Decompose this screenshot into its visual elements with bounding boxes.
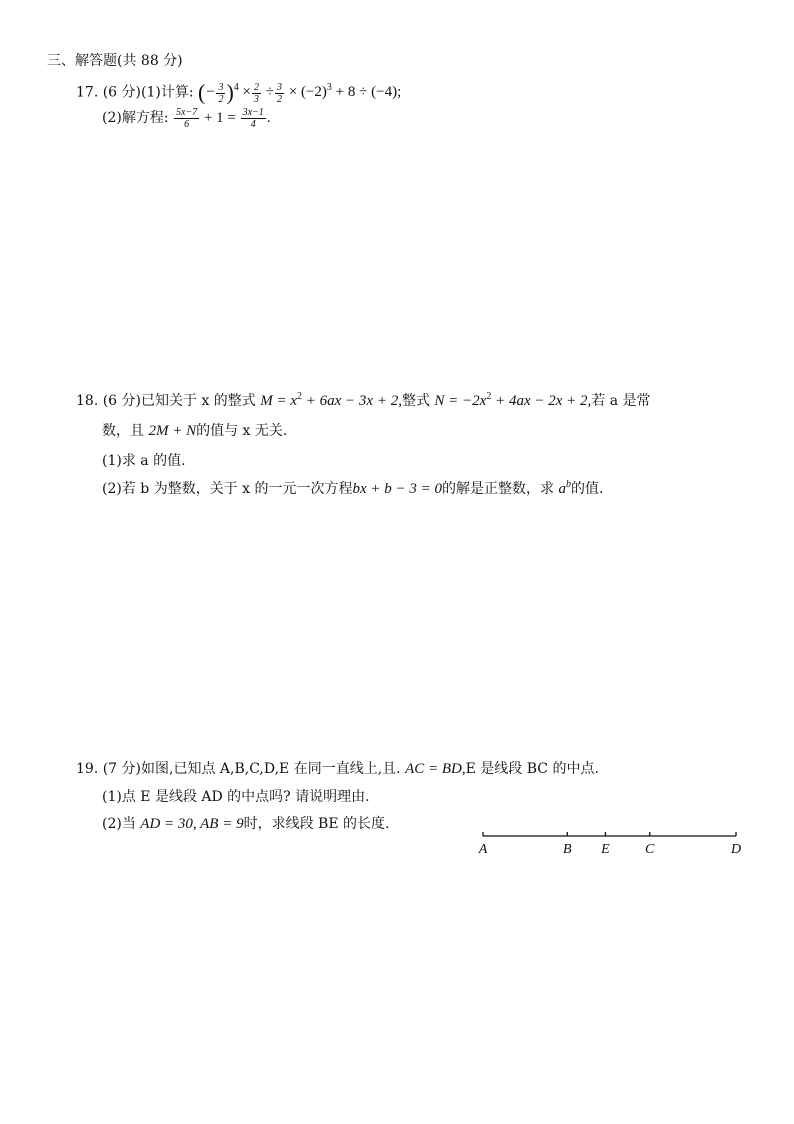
q17-calc-expression: (− $\frac{3}{2}$ )$^4$ × $\frac{2}{3}$ ÷ $\frac{3}{2}$ × $(-2)^3 + 8 \div (-4)$;	[198, 80, 402, 105]
q19-part2-text-b: 时，求线段 BE 的长度.	[243, 816, 390, 832]
line-segment-figure	[470, 826, 760, 860]
q17-line2	[102, 107, 271, 130]
q19-part2-text-a: (2)当	[102, 816, 136, 832]
point-label-d: D	[730, 842, 742, 857]
q18-text-b: 整式	[401, 393, 430, 409]
q18-line1	[76, 390, 651, 410]
q18-part2-pow: $a^b$	[558, 479, 571, 497]
q19-part1: (1)点 E 是线段 AD 的中点吗? 请说明理由.	[102, 789, 370, 805]
q17-line1	[76, 80, 401, 106]
q18-part2-text-a: (2)若 b 为整数，关于 x 的一元一次方程	[102, 481, 353, 497]
q19-eq: AC = BD,	[405, 761, 466, 777]
q19-number: 19.	[76, 761, 99, 777]
q18-part2-eq: bx + b − 3 = 0	[352, 481, 443, 497]
section-title: 三、解答题(共 88 分)	[47, 53, 183, 69]
q18-number: 18.	[76, 393, 99, 409]
q18-expr-m: $M = x^2 + 6ax - 3x + 2$,	[260, 391, 402, 409]
q18-text-c: 若 a 是常	[591, 393, 651, 409]
q18-expr-n: $N = -2x^2 + 4ax - 2x + 2$,	[434, 391, 592, 409]
point-label-c: C	[645, 842, 655, 857]
q17-part2-label: (2)解方程:	[102, 110, 169, 126]
q19-line1	[76, 758, 599, 778]
q17-number: 17.	[76, 84, 99, 101]
q18-part2-text-c: 的值.	[570, 481, 604, 497]
q18-text-e: 的值与 x 无关.	[196, 423, 288, 439]
q17-equation: $\frac{5x-7}{6}$ + 1 = $\frac{3x-1}{4}$ .	[176, 107, 271, 131]
point-label-b: B	[562, 842, 572, 857]
point-label-a: A	[478, 842, 488, 857]
q17-part1-label: (1)计算:	[141, 84, 194, 101]
q17-score: (6 分)	[102, 84, 141, 101]
q18-part2	[102, 478, 603, 498]
q18-text-a: (6 分)已知关于 x 的整式	[102, 393, 256, 409]
q19-text-a: (7 分)如图,已知点 A,B,C,D,E 在同一直线上,且.	[102, 761, 401, 777]
q18-part2-text-b: 的解是正整数，求	[442, 481, 555, 497]
q19-part2-eq: AD = 30, AB = 9	[140, 816, 244, 832]
q19-text-b: E 是线段 BC 的中点.	[465, 761, 599, 777]
q18-text-d: 数，且	[102, 423, 144, 439]
point-label-e: E	[601, 842, 610, 857]
q18-line2	[102, 420, 287, 440]
q18-expr-2mn: 2M + N	[148, 423, 197, 439]
q19-part2	[102, 813, 389, 833]
q18-part1: (1)求 a 的值.	[102, 453, 186, 469]
